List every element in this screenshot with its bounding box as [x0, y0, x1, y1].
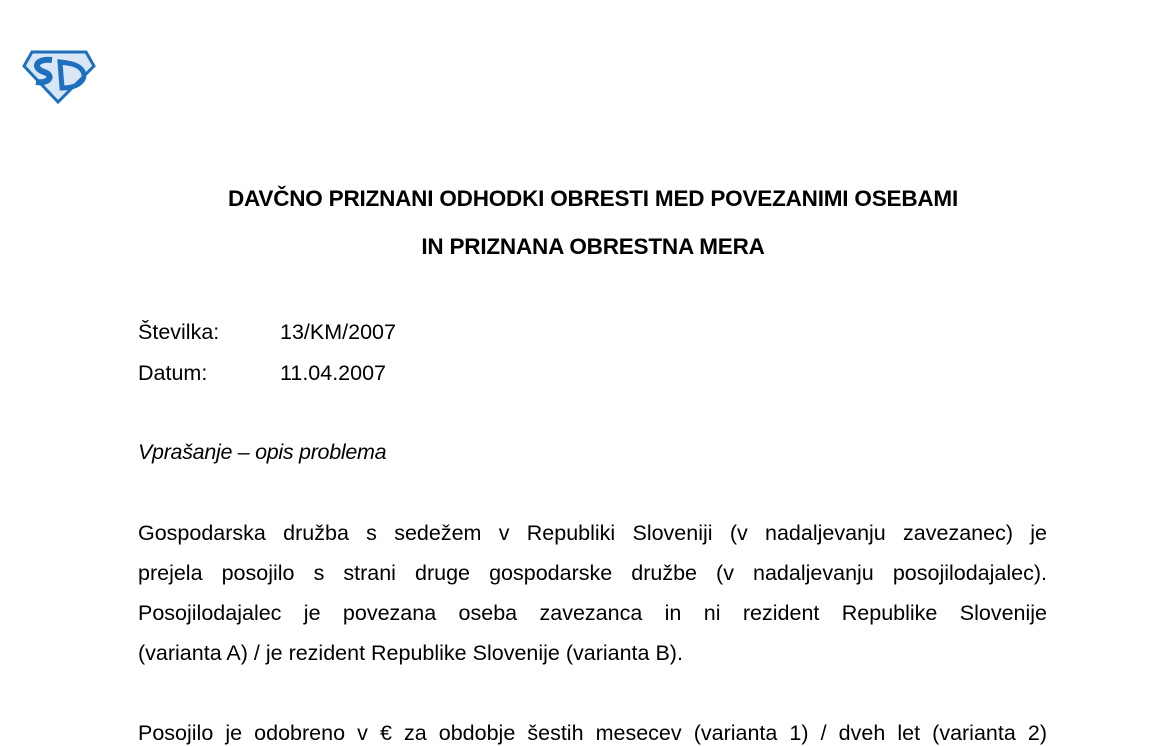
- document-number: [138, 320, 396, 345]
- section-heading: Vprašanje – opis problema: [138, 440, 387, 464]
- date-value: 11.04.2007: [280, 361, 387, 385]
- paragraph-2-line: Posojilo je odobreno v € za obdobje šestih mesecev (varianta 1) / dveh let (varianta 2): [138, 721, 1047, 745]
- document-title-line-2: IN PRIZNANA OBRESTNA MERA: [421, 234, 765, 259]
- paragraph-1-line: Posojilodajalec je povezana oseba zavezanca in ni rezident Republike Slovenije: [138, 601, 1047, 625]
- paragraph-1-line: prejela posojilo s strani druge gospodarske družbe (v nadaljevanju posojilodajalec).: [138, 561, 1047, 585]
- company-logo: [22, 50, 96, 104]
- document-date: [138, 361, 386, 386]
- number-label: Številka:: [138, 320, 220, 344]
- document-title-line-1: DAVČNO PRIZNANI ODHODKI OBRESTI MED POVEZANIMI OSEBAMI: [227, 186, 959, 211]
- paragraph-1-line: Gospodarska družba s sedežem v Republiki Sloveniji (v nadaljevanju zavezanec) je: [138, 521, 1047, 545]
- date-label: Datum:: [138, 361, 208, 385]
- number-value: 13/KM/2007: [280, 320, 396, 344]
- paragraph-1-line: (varianta A) / je rezident Republike Slovenije (varianta B).: [138, 641, 683, 665]
